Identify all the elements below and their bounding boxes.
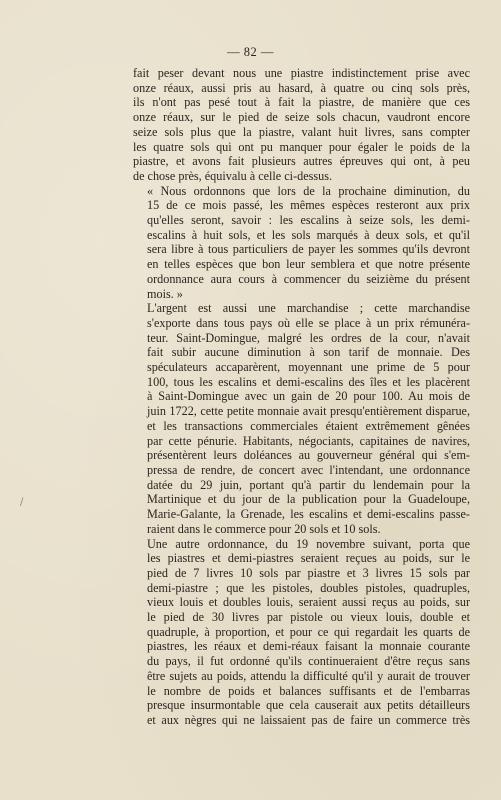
text-line: escalins à huit sols, et les sols marqués à deux sols, et qu'il xyxy=(147,227,470,242)
text-line: « Nous ordonnons que lors de la prochaine diminution, du xyxy=(147,183,470,198)
body-text xyxy=(133,66,470,728)
text-line: presque insurmontable que cela causerait aux petits détailleurs xyxy=(147,698,470,713)
text-line: fait subir aucune diminution à son tarif de monnaie. Des xyxy=(147,345,470,360)
text-line: L'argent est aussi une marchandise ; cette marchandise xyxy=(147,301,470,316)
text-line: juin 1722, cette petite monnaie avait presqu'entièrement disparue, xyxy=(147,404,470,419)
text-line: qu'elles seront, savoir : les escalins à seize sols, les demi- xyxy=(147,213,470,228)
paragraph xyxy=(133,184,470,302)
text-line: piastre, et avons fait plusieurs autres épreuves qui ont, à peu xyxy=(133,154,470,169)
text-line: le pied de 30 livres par pistole ou vieux louis, double et xyxy=(147,610,470,625)
text-line: demi-piastre ; que les pistoles, doubles pistoles, quadruples, xyxy=(147,580,470,595)
text-line: fait peser devant nous une piastre indistinctement prise avec xyxy=(133,66,470,80)
text-line: s'exporte dans tous pays où elle se place à un prix rémunéra- xyxy=(147,315,470,330)
text-line: présentèrent leurs doléances au gouverneur général qui s'em- xyxy=(147,448,470,463)
text-line: piastres, les réaux et demi-réaux faisant la monnaie courante xyxy=(147,639,470,654)
text-line: pied de 7 livres 10 sols par piastre et 3 livres 15 sols par xyxy=(147,565,470,580)
text-line: le nombre de poids et balances suffisants et de l'embarras xyxy=(147,683,470,698)
text-line: vieux louis et doubles louis, seraient aussi reçus au poids, sur xyxy=(147,595,470,610)
text-line: Marie-Galante, la Grenade, les escalins et demi-escalins passe- xyxy=(147,507,470,522)
text-line: les quatre sols qui ont pu manquer pour égaler le poids de la xyxy=(133,139,470,154)
text-line: datée du 29 juin, portant qu'à partir du lendemain pour la xyxy=(147,477,470,492)
text-line: par cette pénurie. Habitants, négociants, capitaines de navires, xyxy=(147,433,470,448)
text-line: en telles espèces que bon leur semblera et que notre présente xyxy=(147,257,470,272)
text-line: du pays, il fut ordonné qu'ils continueraient d'être reçus sans xyxy=(147,654,470,669)
page-number: — 82 — xyxy=(227,45,274,59)
text-line: Une autre ordonnance, du 19 novembre suivant, porta que xyxy=(147,536,470,551)
text-line: seize sols plus que la piastre, valant huit livres, sans compter xyxy=(133,124,470,139)
paragraph xyxy=(133,66,470,184)
text-line: mois. » xyxy=(147,286,183,301)
text-line: raient dans le commerce pour 20 sols et 10 sols. xyxy=(147,521,381,536)
paragraph xyxy=(133,537,470,728)
text-line: onze réaux, aussi pris au hasard, à quatre ou cinq sols près, xyxy=(133,80,470,95)
text-line: de chose près, équivalu à celle ci-dessus. xyxy=(133,168,332,183)
text-line: ils n'ont pas pesé tout à fait la piastre, de manière que ces xyxy=(133,95,470,110)
text-line: les piastres et demi-piastres seraient reçues au poids, sur le xyxy=(147,551,470,566)
text-line: sera libre à tous particuliers de payer les sommes qu'ils devront xyxy=(147,242,470,257)
text-line: à Saint-Domingue avec un gain de 20 pour 100. Au mois de xyxy=(147,389,470,404)
text-line: Martinique et du jour de la publication pour la Guadeloupe, xyxy=(147,492,470,507)
text-line: et les transactions commerciales étaient extrêmement gênées xyxy=(147,418,470,433)
text-line: onze réaux, sur le pied de seize sols chacun, vaudront encore xyxy=(133,110,470,125)
margin-mark-icon: / xyxy=(20,497,24,508)
text-line: ordonnance aura cours à commencer du seizième du présent xyxy=(147,271,470,286)
text-line: 15 de ce mois passé, les mêmes espèces resteront aux prix xyxy=(147,198,470,213)
text-line: et aux nègres qui ne laissaient pas de faire un commerce très xyxy=(147,712,470,727)
text-line: pressa de rendre, de concert avec l'intendant, une ordonnance xyxy=(147,462,470,477)
text-line: 100, tous les escalins et demi-escalins des îles et les placèrent xyxy=(147,374,470,389)
paragraph xyxy=(133,301,470,536)
text-line: teur. Saint-Domingue, malgré les ordres de la cour, n'avait xyxy=(147,330,470,345)
text-line: quadruple, à proportion, et pour ce qui regardait les quarts de xyxy=(147,624,470,639)
text-line: spéculateurs accaparèrent, moyennant une prime de 5 pour xyxy=(147,360,470,375)
text-line: être sujets au poids, attendu la difficulté qu'il y aurait de trouver xyxy=(147,668,470,683)
